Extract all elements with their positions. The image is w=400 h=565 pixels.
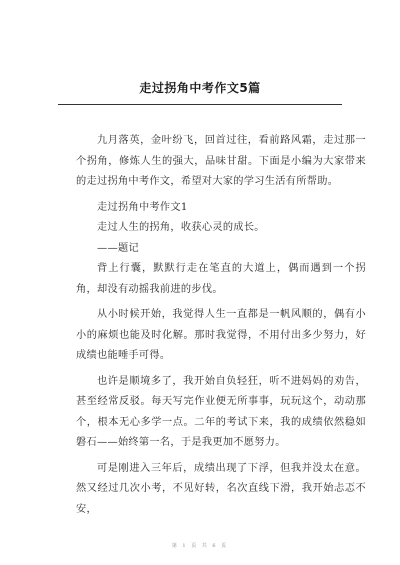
- epigraph-text: 走过人生的拐角，收获心灵的成长。: [97, 222, 265, 233]
- body-paragraph: 可是刚进入三年后，成绩出现了下浮，但我并没太在意。然又经过几次小考，不见好转，名次直线下滑，我开始忐忑不安，: [76, 462, 366, 515]
- body-paragraph: 从小时候开始，我觉得人生一直都是一帆风顺的，偶有小小的麻烦也能及时化解。那时我觉得，不用付出多少努力，好成绩也能唾手可得。: [76, 309, 366, 361]
- document-title: 走过拐角中考作文5篇: [139, 81, 261, 95]
- page-number-footer: 第 1 页 共 6 页: [171, 543, 229, 549]
- epigraph-attribution: ——题记: [97, 242, 139, 254]
- intro-paragraph: 九月落英，金叶纷飞，回首过往，看前路风霜，走过那一个拐角，修炼人生的强大，品味甘甜。下面是小编为大家带来的走过拐角中考作文，希望对大家的学习生活有所帮助。: [76, 135, 366, 187]
- body-paragraph: 也许是顺境多了，我开始自负轻狂，听不进妈妈的劝告，甚至经常反驳。每天写完作业便无所事事，玩玩这个，动动那个，根本无心多学一点。二年的考试下来，我的成绩依然稳如磐石——始终第一名，于是我更加不愿努力。: [76, 375, 366, 448]
- section-heading: 走过拐角中考作文1: [97, 201, 188, 213]
- title-divider: [58, 104, 342, 105]
- body-paragraph: 背上行囊，默默行走在笔直的大道上，偶而遇到一个拐角，却没有动摇我前进的步伐。: [76, 263, 366, 295]
- document-body: [76, 131, 366, 525]
